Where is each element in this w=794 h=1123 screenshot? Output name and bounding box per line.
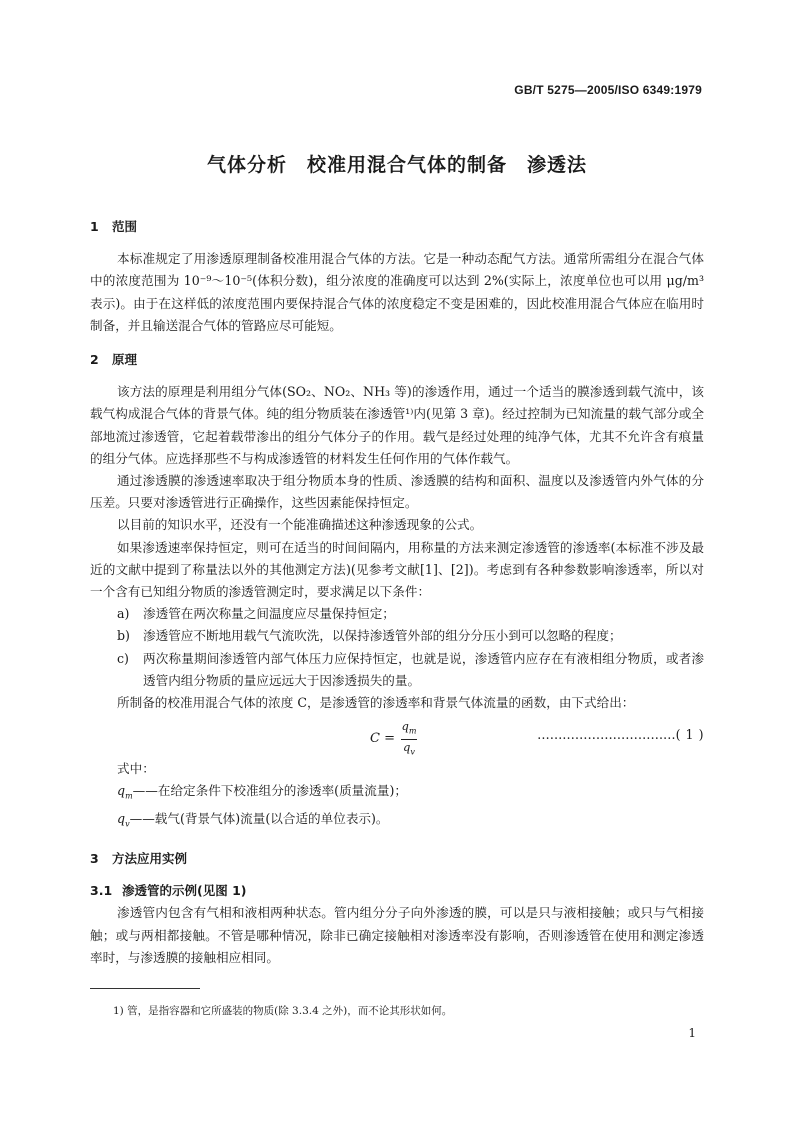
definition-text: ——在给定条件下校准组分的渗透率(质量流量)；: [132, 783, 407, 799]
formula-number-label: ( 1 ): [675, 727, 704, 743]
formula-number: [537, 724, 704, 746]
document-title: 气体分析 校准用混合气体的制备 渗透法: [206, 154, 587, 176]
list-text: 渗透管在两次称量之间温度应尽量保持恒定；: [143, 606, 395, 622]
footnote-divider: [90, 988, 200, 989]
list-label: b): [117, 628, 130, 644]
section-3-heading: [90, 848, 704, 870]
formula-leader-dots: ……………………………: [537, 727, 676, 743]
list-text: 渗透管应不断地用载气气流吹洗，以保持渗透管外部的组分分压小到可以忽略的程度；: [143, 628, 622, 644]
subsection-heading-text: 渗透管的示例(见图 1): [122, 883, 247, 899]
list-item: [90, 625, 704, 647]
list-item: [90, 603, 704, 625]
paragraph: 如果渗透速率保持恒定，则可在适当的时间间隔内，用称量的方法来测定渗透管的渗透率(本标准不涉及最近的文献中提到了称量法以外的其他测定方法)(见参考文献[1]、[2])。考虑到有各种参数影响渗透率，所以对一个含有已知组分物质的渗透管测定时，要求满足以下条件：: [90, 539, 704, 600]
definition-item: [90, 780, 704, 808]
list-item: [90, 648, 704, 692]
list-label: c): [117, 650, 129, 666]
definition-symbol: $q_m$: [117, 783, 133, 801]
section-number: 2: [90, 352, 99, 368]
subsection-number: 3.1: [90, 883, 113, 899]
formula-expression: [370, 720, 417, 758]
definition-symbol: $q_v$: [117, 811, 130, 829]
paragraph: 以目前的知识水平，还没有一个能准确描述这种渗透现象的公式。: [117, 517, 483, 533]
formula: [90, 718, 704, 758]
where-label: 式中：: [117, 761, 155, 777]
paragraph: 所制备的校准用混合气体的浓度 C，是渗透管的渗透率和背景气体流量的函数，由下式给出：: [117, 695, 635, 711]
subsection-3-1-heading: [90, 880, 704, 902]
definition-item: [90, 808, 704, 836]
footnote: 1) 管，是指容器和它所盛装的物质(除 3.3.4 之外)，而不论其形状如何。: [113, 1005, 453, 1017]
paragraph: 本标准规定了用渗透原理制备校准用混合气体的方法。它是一种动态配气方法。通常所需组分在混合气体中的浓度范围为 10⁻⁹～10⁻⁵(体积分数)，组分浓度的准确度可以达到 2%(实际上，浓度单位也可以用 μg/m³ 表示)。由于在这样低的浓度范围内要保持混合气体的浓度稳定不变是困难的，因此校准用混合气体应在临用时制备，并且输送混合气体的管路应尽可能短。: [90, 251, 704, 333]
standard-number: GB/T 5275—2005/ISO 6349:1979: [514, 83, 702, 97]
formula-numerator: $q_m$: [401, 719, 417, 736]
document-body: [90, 216, 704, 969]
page-number: 1: [688, 1026, 696, 1040]
list-label: a): [117, 606, 130, 622]
section-heading-text: 原理: [112, 352, 138, 368]
formula-lhs: C =: [370, 730, 395, 746]
section-number: 3: [90, 850, 99, 866]
paragraph: 该方法的原理是利用组分气体(SO₂、NO₂、NH₃ 等)的渗透作用，通过一个适当的膜渗透到载气流中，该载气构成混合气体的背景气体。纯的组分物质装在渗透管¹⁾内(见第 3 章)。经过控制为已知流量的载气部分或全部地流过渗透管，它起着载带渗出的组分气体分子的作用。载气是经过处理的纯净气体，尤其不允许含有痕量的组分气体。应选择那些不与构成渗透管的材料发生任何作用的气体作载气。: [90, 384, 704, 466]
definition-text: ——载气(背景气体)流量(以合适的单位表示)。: [129, 811, 389, 827]
formula-denominator: $q_v$: [403, 739, 415, 756]
section-1-heading: [90, 216, 704, 238]
section-2-heading: [90, 349, 704, 371]
section-number: 1: [90, 219, 99, 234]
paragraph: 渗透管内包含有气相和液相两种状态。管内组分分子向外渗透的膜，可以是只与液相接触；或只与气相接触；或与两相都接触。不管是哪种情况，除非已确定接触相对渗透率没有影响，否则渗透管在使用和测定渗透率时，与渗透膜的接触相应相同。: [90, 905, 704, 965]
formula-fraction: [401, 720, 417, 758]
paragraph: 通过渗透膜的渗透速率取决于组分物质本身的性质、渗透膜的结构和面积、温度以及渗透管内外气体的分压差。只要对渗透管进行正确操作，这些因素能保持恒定。: [90, 473, 704, 511]
section-heading-text: 范围: [112, 219, 138, 234]
section-heading-text: 方法应用实例: [112, 850, 188, 866]
list-text: 两次称量期间渗透管内部气体压力应保持恒定，也就是说，渗透管内应存在有液相组分物质，或者渗透管内组分物质的量应远远大于因渗透损失的量。: [143, 650, 704, 688]
